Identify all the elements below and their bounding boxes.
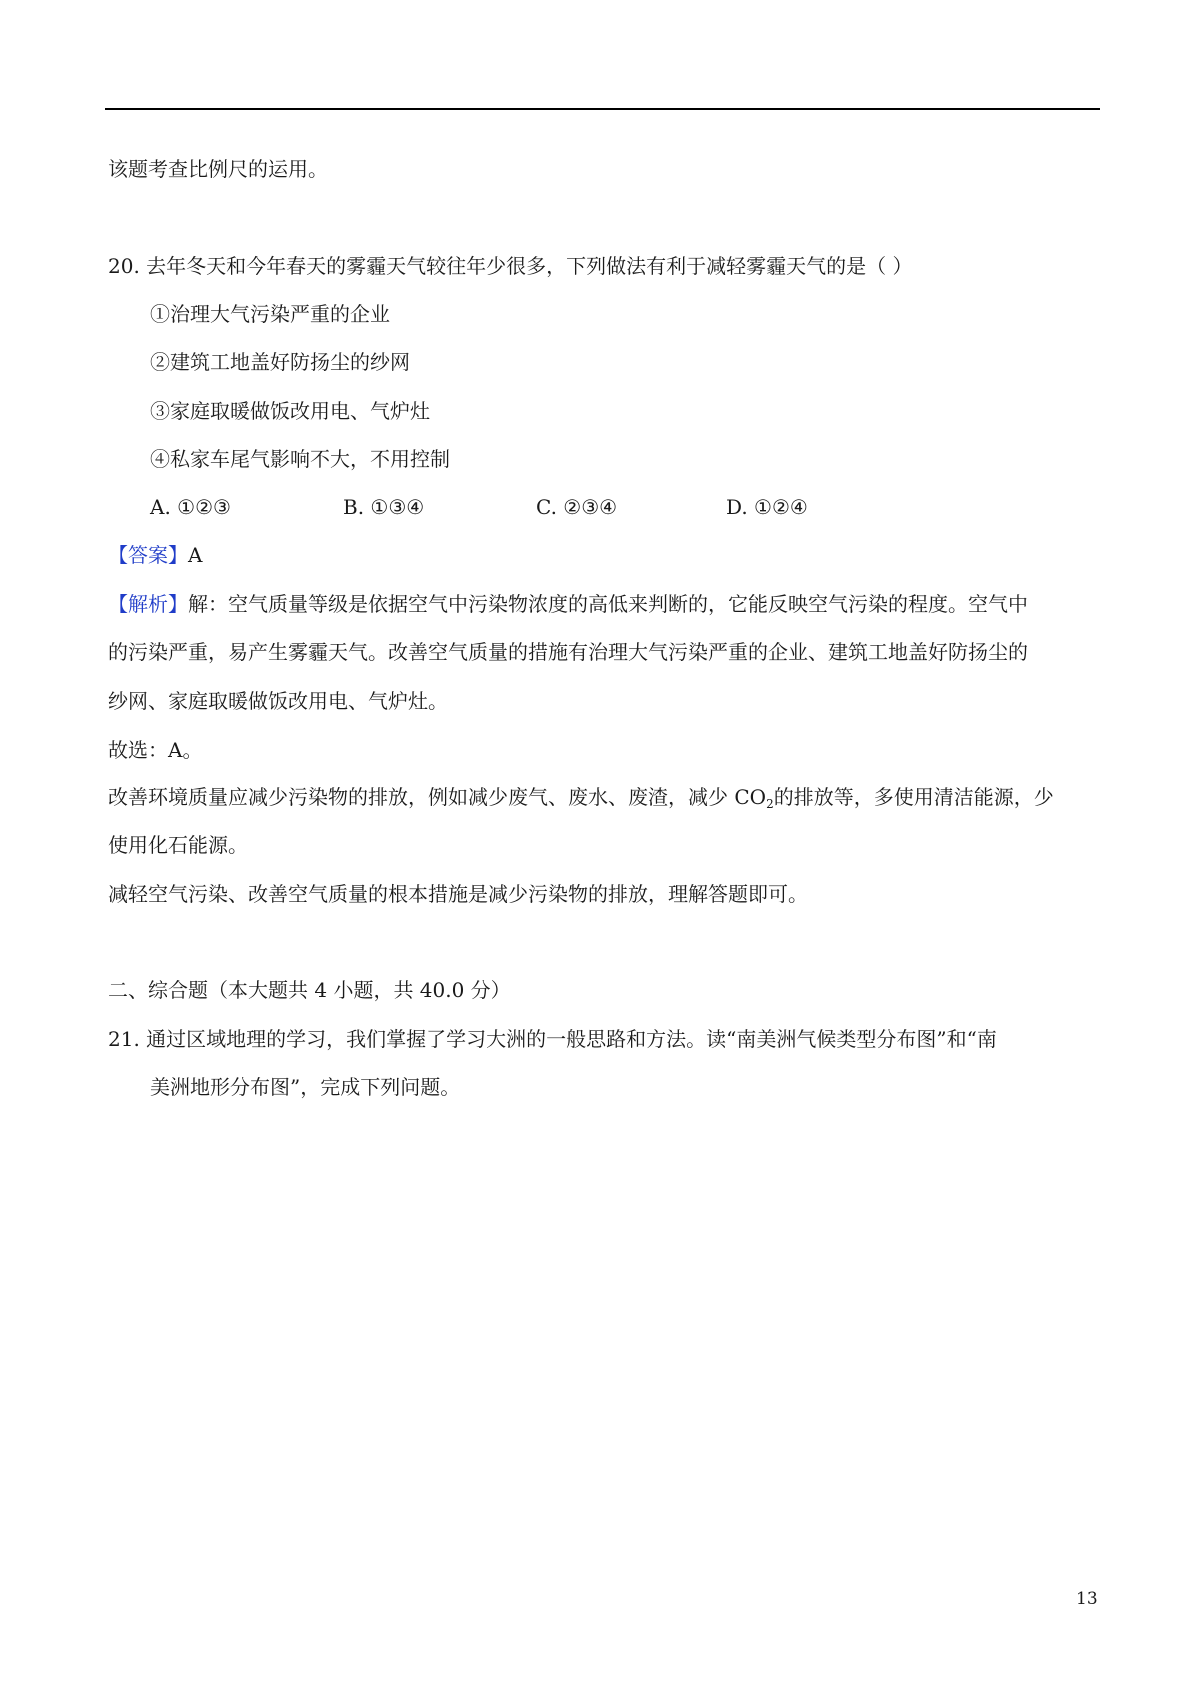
question-21-line-1: 21. 通过区域地理的学习，我们掌握了学习大洲的一般思路和方法。读“南美洲气候类型分布图”和“南 [108, 1027, 997, 1051]
option-a: A. ①②③ [150, 495, 231, 519]
analysis-line-3: 纱网、家庭取暖做饭改用电、气炉灶。 [108, 689, 448, 713]
analysis-tag: 【解析】 [108, 592, 188, 616]
choice-line: 故选：A。 [108, 738, 203, 762]
note-1-part-b: 的排放等，多使用清洁能源，少 [773, 785, 1054, 809]
co2-subscript: 2 [766, 797, 774, 811]
note-2: 减轻空气污染、改善空气质量的根本措施是减少污染物的排放，理解答题即可。 [108, 882, 808, 906]
option-d: D. ①②④ [726, 495, 808, 519]
analysis-line-1 [108, 591, 1028, 617]
note-1-line-2: 使用化石能源。 [108, 833, 248, 857]
question-20-item-2: ②建筑工地盖好防扬尘的纱网 [150, 350, 410, 374]
page-number: 13 [1076, 1589, 1098, 1609]
intro-text: 该题考查比例尺的运用。 [108, 157, 328, 181]
note-1-part-a: 改善环境质量应减少污染物的排放，例如减少废气、废水、废渣，减少 CO [108, 785, 767, 809]
answer-value: A [188, 543, 203, 567]
question-20-item-1: ①治理大气污染严重的企业 [150, 302, 390, 326]
answer-line [108, 542, 202, 568]
option-b: B. ①③④ [343, 495, 425, 519]
option-c: C. ②③④ [536, 495, 618, 519]
analysis-line-2: 的污染严重，易产生雾霾天气。改善空气质量的措施有治理大气污染严重的企业、建筑工地盖好防扬尘的 [108, 640, 1028, 664]
answer-tag: 【答案】 [108, 543, 188, 567]
analysis-text-1: 解：空气质量等级是依据空气中污染物浓度的高低来判断的，它能反映空气污染的程度。空气中 [188, 592, 1028, 616]
header-rule [105, 108, 1100, 110]
question-21-line-2: 美洲地形分布图”，完成下列问题。 [150, 1075, 461, 1099]
note-1-line-1 [108, 784, 1054, 817]
question-20-stem: 20. 去年冬天和今年春天的雾霾天气较往年少很多，下列做法有利于减轻雾霾天气的是（ ） [108, 254, 913, 278]
question-20-item-4: ④私家车尾气影响不大，不用控制 [150, 447, 450, 471]
section-2-heading: 二、综合题（本大题共 4 小题，共 40.0 分） [108, 978, 511, 1002]
question-20-item-3: ③家庭取暖做饭改用电、气炉灶 [150, 399, 430, 423]
